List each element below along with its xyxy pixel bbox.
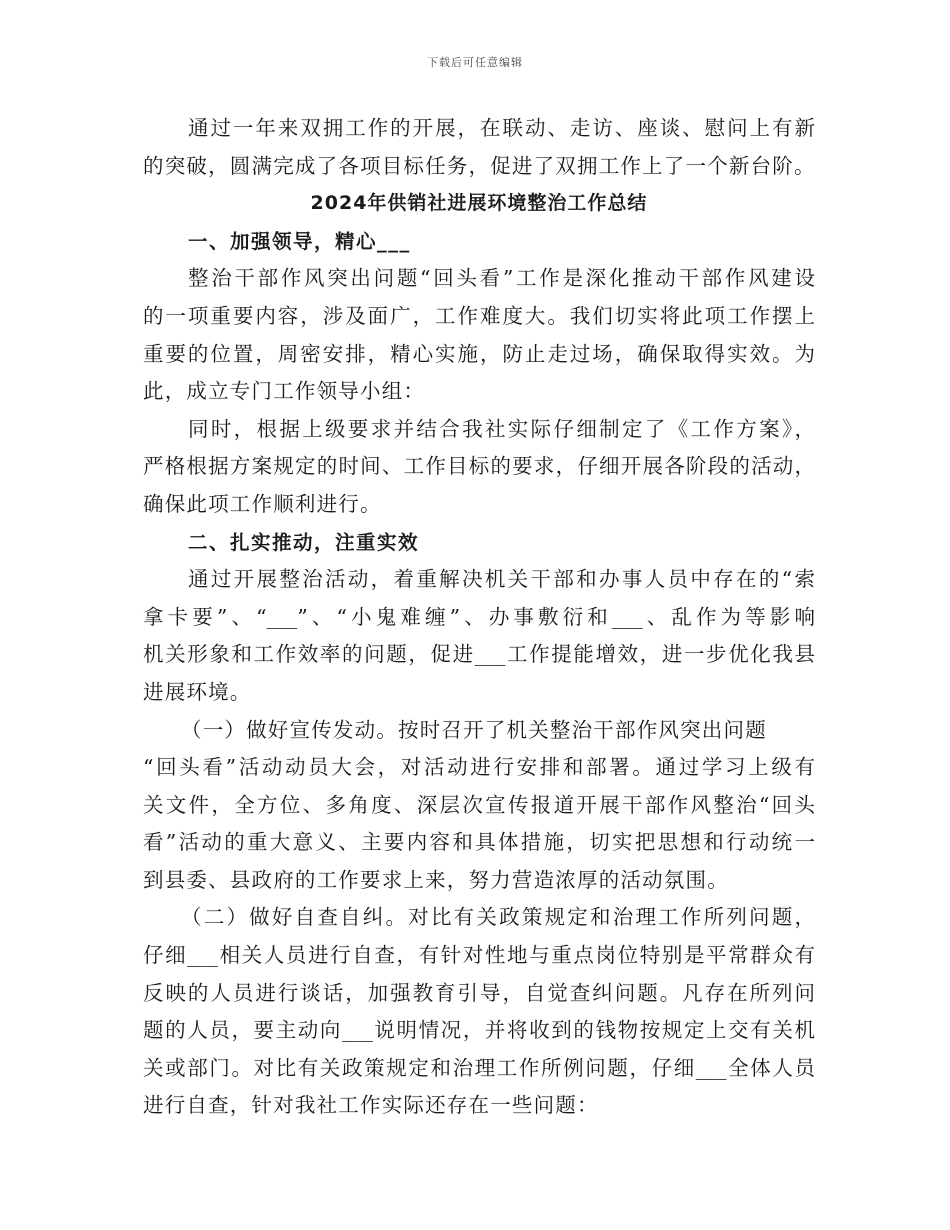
paragraph-line: 机关形象和工作效率的问题，促进___工作提能增效，进一步优化我县 bbox=[143, 642, 815, 667]
paragraph-line: 拿卡要”、“___”、“小鬼难缠”、办事敷衍和___、乱作为等影响 bbox=[143, 604, 815, 629]
paragraph-line: 关文件，全方位、多角度、深层次宣传报道开展干部作风整治“回头 bbox=[143, 792, 815, 817]
paragraph-line: 的突破，圆满完成了各项目标任务，促进了双拥工作上了一个新台阶。 bbox=[143, 153, 816, 178]
paragraph-line: 到县委、县政府的工作要求上来，努力营造浓厚的活动氛围。 bbox=[143, 867, 729, 892]
paragraph-line: 关或部门。对比有关政策规定和治理工作所例问题，仔细___全体人员 bbox=[143, 1055, 815, 1080]
paragraph-line: 确保此项工作顺利进行。 bbox=[143, 491, 382, 516]
paragraph-line: 的一项重要内容，涉及面广，工作难度大。我们切实将此项工作摆上 bbox=[143, 303, 815, 328]
document-body bbox=[143, 110, 815, 1125]
paragraph-line: 通过开展整治活动，着重解决机关干部和办事人员中存在的“索 bbox=[188, 567, 815, 592]
page-header: 下载后可任意编辑 bbox=[427, 56, 523, 69]
paragraph-line: 严格根据方案规定的时间、工作目标的要求，仔细开展各阶段的活动， bbox=[143, 454, 815, 479]
paragraph-line: 重要的位置，周密安排，精心实施，防止走过场，确保取得实效。为 bbox=[143, 341, 815, 366]
section-heading: 一、加强领导，精心___ bbox=[188, 229, 411, 253]
paragraph-line: 进展环境。 bbox=[143, 679, 252, 704]
paragraph-line: 同时，根据上级要求并结合我社实际仔细制定了《工作方案》， bbox=[188, 416, 815, 441]
paragraph-line: 仔细___相关人员进行自查，有针对性地与重点岗位特别是平常群众有 bbox=[143, 943, 815, 968]
paragraph-line: 反映的人员进行谈话，加强教育引导，自觉查纠问题。凡存在所列问 bbox=[143, 980, 815, 1005]
paragraph-line: （一）做好宣传发动。按时召开了机关整治干部作风突出问题 bbox=[181, 717, 767, 742]
paragraph-line: 题的人员，要主动向___说明情况，并将收到的钱物按规定上交有关机 bbox=[143, 1018, 815, 1043]
document-title: 2024年供销社进展环境整治工作总结 bbox=[310, 192, 648, 215]
paragraph-line: 进行自查，针对我社工作实际还存在一些问题： bbox=[143, 1093, 599, 1118]
section-heading: 二、扎实推动，注重实效 bbox=[188, 530, 420, 554]
paragraph-line: 通过一年来双拥工作的开展，在联动、走访、座谈、慰问上有新 bbox=[188, 116, 815, 140]
paragraph-line: （二）做好自查自纠。对比有关政策规定和治理工作所列问题， bbox=[181, 905, 815, 930]
paragraph-line: 看”活动的重大意义、主要内容和具体措施，切实把思想和行动统一 bbox=[143, 830, 815, 855]
paragraph-line: 整治干部作风突出问题“回头看”工作是深化推动干部作风建设 bbox=[188, 266, 815, 291]
paragraph-line: 此，成立专门工作领导小组： bbox=[143, 379, 426, 404]
paragraph-line: “回头看”活动动员大会，对活动进行安排和部署。通过学习上级有 bbox=[143, 755, 815, 780]
